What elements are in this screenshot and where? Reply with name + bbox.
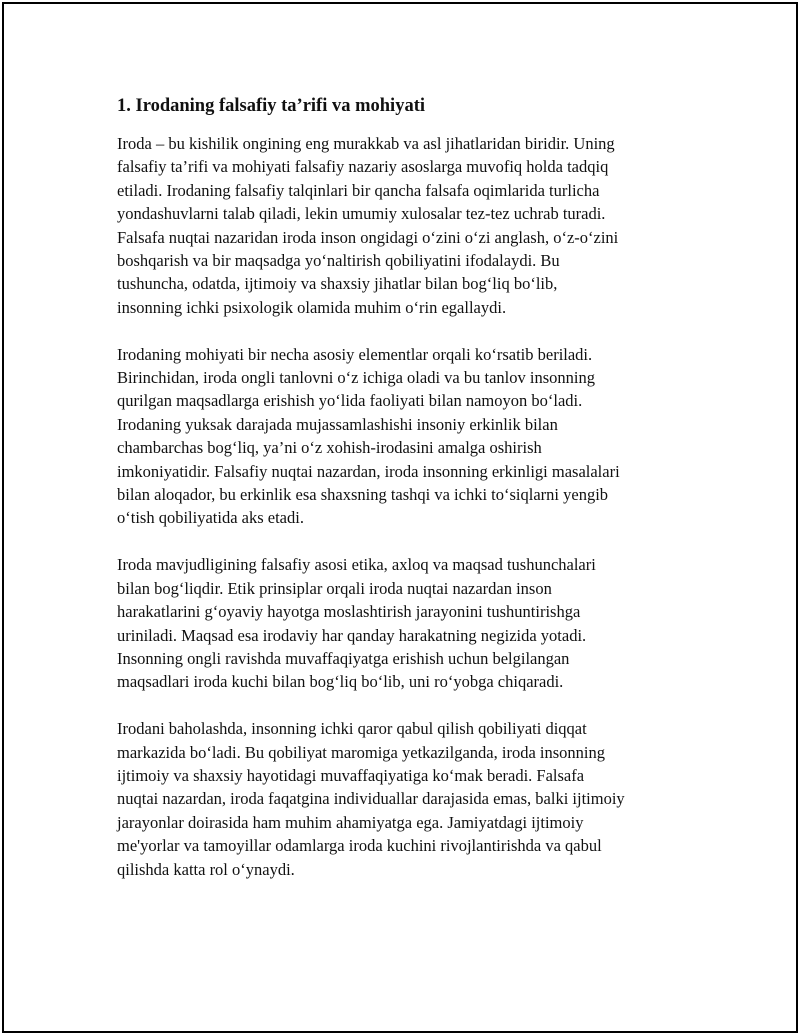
paragraph-line: harakatlarini g‘oyaviy hayotga moslashtirish jarayonini tushuntirishga (117, 602, 581, 622)
paragraph-line: qilishda katta rol o‘ynaydi. (117, 859, 295, 879)
paragraph-line: Birinchidan, iroda ongli tanlovni o‘z ichiga oladi va bu tanlov insonning (117, 368, 595, 388)
paragraph-line: Iroda – bu kishilik ongining eng murakkab va asl jihatlaridan biridir. Uning (117, 134, 615, 153)
paragraph-line: o‘tish qobiliyatida aks etadi. (117, 508, 304, 528)
paragraph (117, 343, 692, 530)
paragraph-line: Irodani baholashda, insonning ichki qaror qabul qilish qobiliyati diqqat (117, 719, 587, 739)
paragraph-line: insonning ichki psixologik olamida muhim o‘rin egallaydi. (117, 297, 507, 317)
paragraph-line: tushuncha, odatda, ijtimoiy va shaxsiy jihatlar bilan bog‘liq bo‘lib, (117, 274, 558, 294)
paragraph-line: yondashuvlarni talab qiladi, lekin umumiy xulosalar tez-tez uchrab turadi. (117, 204, 606, 224)
paragraph-line: maqsadlari iroda kuchi bilan bog‘liq bo‘lib, uni ro‘yobga chiqaradi. (117, 672, 564, 692)
paragraph-line: markazida bo‘ladi. Bu qobiliyat maromiga yetkazilganda, iroda insonning (117, 742, 605, 762)
paragraph-line: bilan aloqador, bu erkinlik esa shaxsning tashqi va ichki to‘siqlarni yengib (117, 485, 609, 505)
section-heading: 1. Irodaning falsafiy ta’rifi va mohiyati (117, 96, 425, 116)
paragraph-line: boshqarish va bir maqsadga yo‘naltirish qobiliyatini ifodalaydi. Bu (117, 251, 560, 271)
paragraph (117, 132, 692, 319)
paragraph-line: uriniladi. Maqsad esa irodaviy har qanday harakatning negizida yotadi. (117, 625, 587, 645)
paragraph-line: Falsafa nuqtai nazaridan iroda inson ongidagi o‘zini o‘zi anglash, o‘z-o‘zini (117, 227, 619, 247)
paragraph-line: me'yorlar va tamoyillar odamlarga iroda kuchini rivojlantirishda va qabul (117, 836, 602, 856)
paragraph-line: Irodaning yuksak darajada mujassamlashishi insoniy erkinlik bilan (117, 414, 558, 434)
paragraph-line: Irodaning mohiyati bir necha asosiy elementlar orqali ko‘rsatib beriladi. (117, 344, 593, 364)
paragraph-line: Iroda mavjudligining falsafiy asosi etika, axloq va maqsad tushunchalari (117, 555, 596, 575)
paragraph (117, 553, 692, 693)
paragraph-line: jarayonlar doirasida ham muhim ahamiyatga ega. Jamiyatdagi ijtimoiy (117, 812, 584, 832)
document-body (117, 93, 692, 904)
paragraph-line: Insonning ongli ravishda muvaffaqiyatga erishish uchun belgilangan (117, 648, 570, 668)
paragraph-line: falsafiy ta’rifi va mohiyati falsafiy nazariy asoslarga muvofiq holda tadqiq (117, 157, 609, 177)
paragraph (117, 717, 692, 881)
paragraph-line: chambarchas bog‘liq, ya’ni o‘z xohish-irodasini amalga oshirish (117, 438, 542, 458)
paragraph-line: qurilgan maqsadlarga erishish yo‘lida faoliyati bilan namoyon bo‘ladi. (117, 391, 583, 411)
paragraph-container (117, 132, 692, 881)
paragraph-line: bilan bog‘liqdir. Etik prinsiplar orqali iroda nuqtai nazardan inson (117, 578, 552, 598)
paragraph-line: etiladi. Irodaning falsafiy talqinlari bir qancha falsafa oqimlarida turlicha (117, 180, 600, 200)
paragraph-line: ijtimoiy va shaxsiy hayotidagi muvaffaqiyatiga ko‘mak beradi. Falsafa (117, 765, 585, 785)
paragraph-line: imkoniyatidir. Falsafiy nuqtai nazardan, iroda insonning erkinligi masalalari (117, 461, 620, 481)
paragraph-line: nuqtai nazardan, iroda faqatgina individuallar darajasida emas, balki ijtimoiy (117, 789, 625, 809)
